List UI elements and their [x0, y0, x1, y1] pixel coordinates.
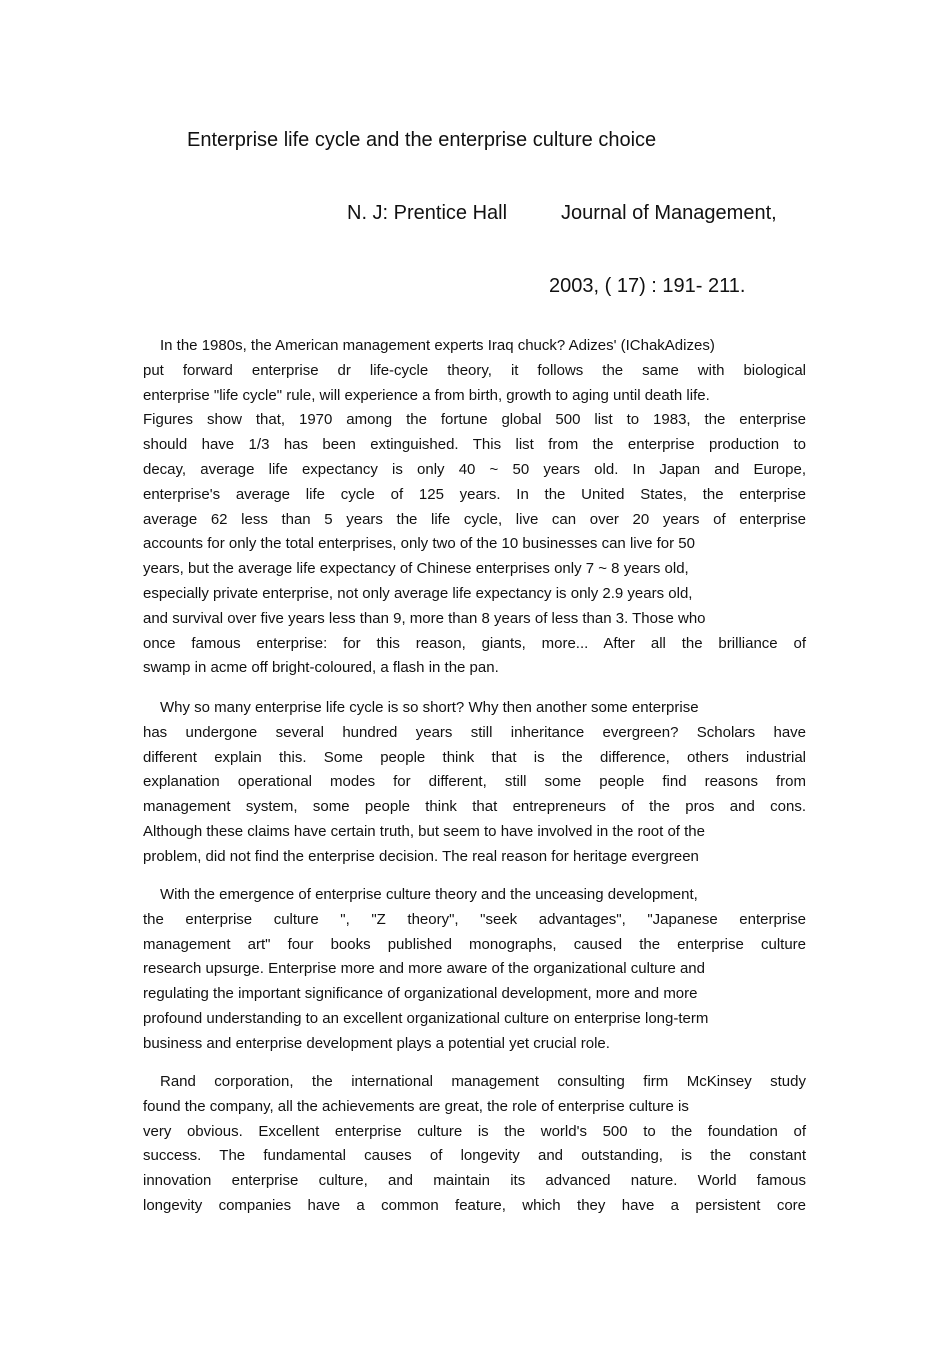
- paragraph-line: swamp in acme off bright-coloured, a flash in the pan.: [143, 659, 499, 677]
- paragraph-line: longevity companies have a common feature, which they have a persistent core: [143, 1196, 806, 1214]
- paragraph-line: very obvious. Excellent enterprise culture is the world's 500 to the foundation of: [143, 1122, 806, 1140]
- paragraph-line: put forward enterprise dr life-cycle theory, it follows the same with biological: [143, 361, 806, 379]
- publisher: N. J: Prentice Hall: [347, 202, 508, 224]
- paragraph-line: enterprise's average life cycle of 125 years. In the United States, the enterprise: [143, 485, 806, 503]
- paragraph-line: explanation operational modes for different, still some people find reasons from: [143, 773, 806, 791]
- paragraph-line: enterprise "life cycle" rule, will experience a from birth, growth to aging until death life.: [143, 386, 710, 404]
- paragraph-4: [143, 1070, 806, 1219]
- paragraph-line: once famous enterprise: for this reason, giants, more... After all the brilliance of: [143, 634, 806, 652]
- paragraph-line: Although these claims have certain truth, but seem to have involved in the root of the: [143, 822, 705, 840]
- paragraph-line: Why so many enterprise life cycle is so short? Why then another some enterprise: [160, 699, 699, 716]
- paragraph-line: management system, some people think that entrepreneurs of the pros and cons.: [143, 798, 806, 816]
- paragraph-line: average 62 less than 5 years the life cycle, live can over 20 years of enterprise: [143, 510, 806, 528]
- paragraph-line: and survival over five years less than 9, more than 8 years of less than 3. Those who: [143, 609, 706, 627]
- paragraph-line: decay, average life expectancy is only 40 ~ 50 years old. In Japan and Europe,: [143, 460, 806, 478]
- paragraph-line: research upsurge. Enterprise more and more aware of the organizational culture and: [143, 960, 705, 978]
- paragraph-line: management art" four books published monographs, caused the enterprise culture: [143, 935, 806, 953]
- paragraph-line: business and enterprise development plays a potential yet crucial role.: [143, 1034, 610, 1052]
- paragraph-line: the enterprise culture ", "Z theory", "seek advantages", "Japanese enterprise: [143, 910, 806, 928]
- paragraph-line: In the 1980s, the American management experts Iraq chuck? Adizes' (IChakAdizes): [160, 337, 715, 354]
- paragraph-2: [143, 696, 806, 870]
- paragraph-line: regulating the important significance of organizational development, more and more: [143, 985, 698, 1003]
- paragraph-3: [143, 883, 806, 1057]
- paragraph-line: problem, did not find the enterprise decision. The real reason for heritage evergreen: [143, 847, 699, 865]
- paragraph-line: With the emergence of enterprise culture theory and the unceasing development,: [160, 886, 698, 903]
- paragraph-line: success. The fundamental causes of longevity and outstanding, is the constant: [143, 1147, 806, 1165]
- paragraph-line: years, but the average life expectancy of Chinese enterprises only 7 ~ 8 years old,: [143, 560, 689, 578]
- paragraph-line: Rand corporation, the international management consulting firm McKinsey study: [160, 1073, 806, 1090]
- paragraph-line: accounts for only the total enterprises, only two of the 10 businesses can live for 50: [143, 535, 695, 553]
- paragraph-1: [143, 334, 806, 681]
- paragraph-line: should have 1/3 has been extinguished. This list from the enterprise production to: [143, 436, 806, 454]
- paragraph-line: different explain this. Some people think that is the difference, others industrial: [143, 748, 806, 766]
- paragraph-line: has undergone several hundred years still inheritance evergreen? Scholars have: [143, 723, 806, 741]
- paragraph-line: found the company, all the achievements are great, the role of enterprise culture is: [143, 1097, 689, 1115]
- paragraph-line: innovation enterprise culture, and maintain its advanced nature. World famous: [143, 1172, 806, 1190]
- paragraph-line: especially private enterprise, not only average life expectancy is only 2.9 years old,: [143, 584, 693, 602]
- document-title: Enterprise life cycle and the enterprise culture choice: [187, 129, 657, 151]
- paragraph-line: profound understanding to an excellent organizational culture on enterprise long-term: [143, 1009, 709, 1027]
- citation: 2003, ( 17) : 191- 211.: [549, 275, 746, 297]
- paragraph-line: Figures show that, 1970 among the fortune global 500 list to 1983, the enterprise: [143, 411, 806, 429]
- journal-name: Journal of Management,: [561, 202, 777, 224]
